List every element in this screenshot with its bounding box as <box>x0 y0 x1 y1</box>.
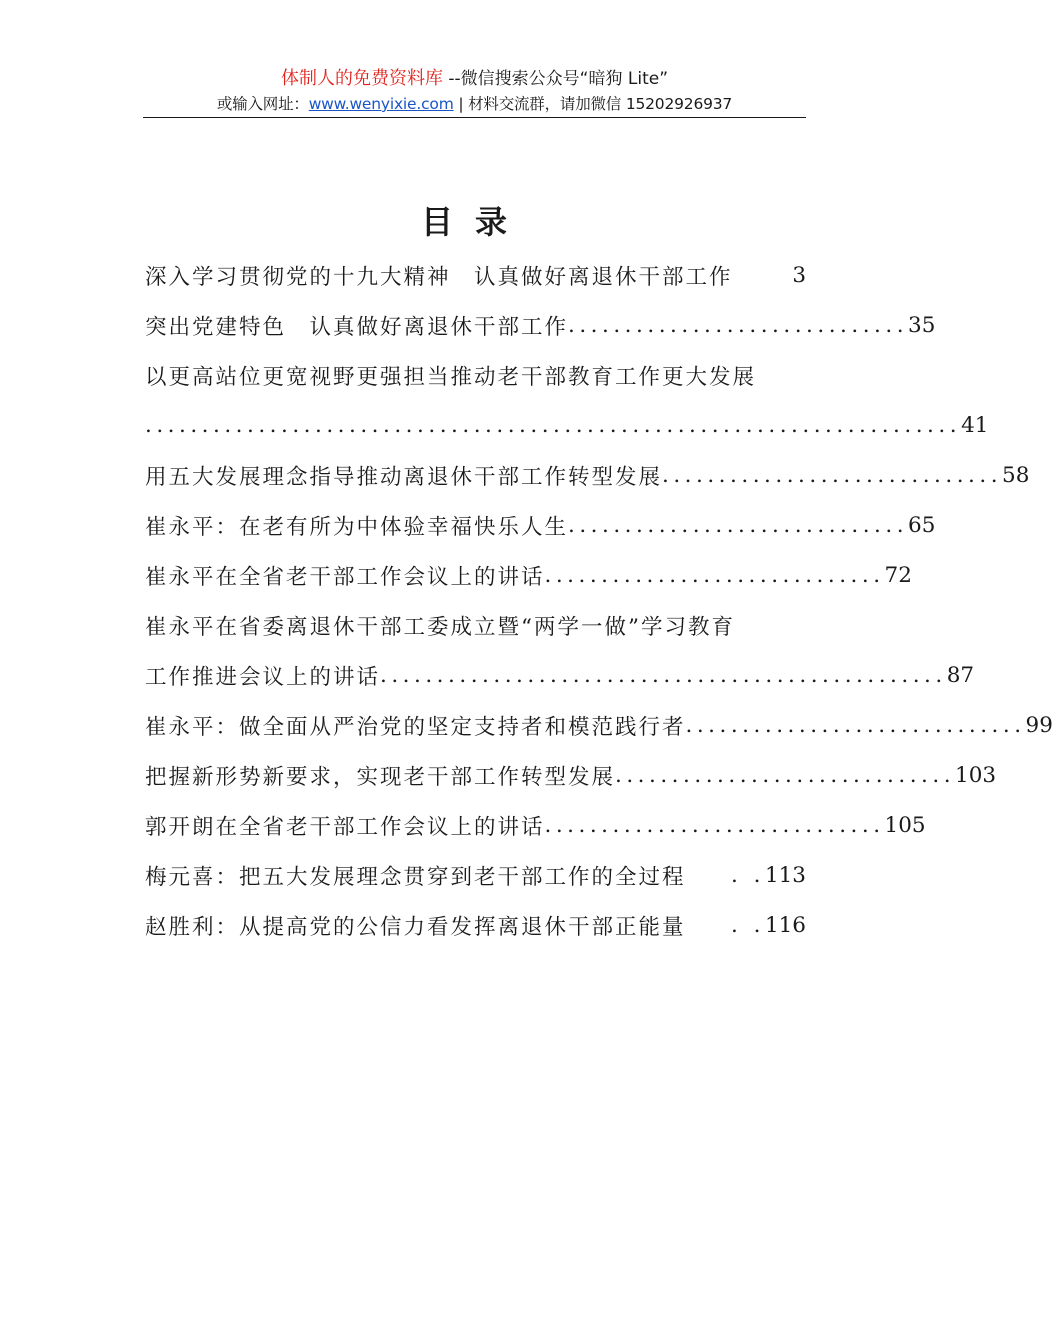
toc-page-number: 35 <box>908 312 936 338</box>
toc-leader-dots: .............................. <box>544 562 885 588</box>
toc-entry-title: 用五大发展理念指导推动离退休干部工作转型发展 <box>145 464 663 490</box>
table-of-contents <box>145 250 1053 950</box>
toc-page-number: 113 <box>764 862 806 888</box>
toc-leader-dots: .............................. <box>685 712 1026 738</box>
toc-title: 目录 <box>420 203 529 241</box>
toc-page-number: 41 <box>961 412 989 438</box>
toc-entry[interactable] <box>145 350 806 400</box>
toc-entry[interactable] <box>145 500 936 550</box>
page-header <box>143 66 806 116</box>
toc-entry-title: 崔永平：在老有所为中体验幸福快乐人生 <box>145 514 569 540</box>
toc-leader-dots: . . <box>730 912 765 938</box>
toc-entry[interactable] <box>145 450 1030 500</box>
toc-page-number: 87 <box>946 662 975 688</box>
toc-entry-title: 以更高站位更宽视野更强担当推动老干部教育工作更大发展 <box>145 364 757 390</box>
toc-entry-title: 工作推进会议上的讲话 <box>145 664 381 690</box>
toc-entry-title: 梅元喜：把五大发展理念贯穿到老干部工作的全过程 <box>145 864 686 890</box>
toc-leader-dots: . . <box>730 862 765 888</box>
toc-entry-title: 崔永平在全省老干部工作会议上的讲话 <box>145 564 545 590</box>
toc-leader-dots: .............................. <box>615 762 956 788</box>
toc-entry[interactable] <box>145 850 806 900</box>
toc-page-number: 72 <box>884 562 912 588</box>
toc-entry-title: 深入学习贯彻党的十九大精神 认真做好离退休干部工作 <box>145 264 742 290</box>
toc-page-number: 105 <box>884 812 926 838</box>
toc-entry[interactable] <box>145 750 997 800</box>
header-divider <box>143 117 806 118</box>
toc-leader-dots: ........................................................................ <box>145 412 962 438</box>
toc-page-number: 116 <box>764 912 806 938</box>
toc-page-number: 58 <box>1002 462 1030 488</box>
toc-page-number: 99 <box>1025 712 1053 738</box>
toc-page-number: 103 <box>955 762 997 788</box>
toc-leader-dots: .............................. <box>568 312 909 338</box>
toc-entry[interactable] <box>145 250 806 300</box>
toc-leader-dots: .................................................. <box>380 662 947 688</box>
header-line-1 <box>143 66 806 92</box>
toc-entry[interactable] <box>145 550 912 600</box>
toc-entry[interactable] <box>145 600 806 650</box>
url-prefix: 或输入网址： <box>216 95 309 113</box>
tagline-text: --微信搜索公众号“暗狗 Lite” <box>448 69 668 89</box>
toc-entry-continuation[interactable] <box>145 650 975 700</box>
toc-leader-dots: .............................. <box>568 512 909 538</box>
website-link[interactable]: www.wenyixie.com <box>308 95 454 113</box>
toc-leader-dots: .............................. <box>544 812 885 838</box>
toc-entry[interactable] <box>145 900 806 950</box>
toc-entry-title: 崔永平：做全面从严治党的坚定支持者和模范践行者 <box>145 714 686 740</box>
header-separator: | <box>453 95 469 113</box>
toc-entry[interactable] <box>145 800 926 850</box>
toc-leader-dots: .............................. <box>662 462 1003 488</box>
group-note: 材料交流群，请加微信 15202926937 <box>468 95 733 113</box>
toc-entry-title: 赵胜利：从提高党的公信力看发挥离退休干部正能量 <box>145 914 686 940</box>
toc-entry-continuation[interactable] <box>145 400 989 450</box>
toc-page-number: 65 <box>908 512 936 538</box>
toc-entry-title: 郭开朗在全省老干部工作会议上的讲话 <box>145 814 545 840</box>
toc-entry-title: 把握新形势新要求，实现老干部工作转型发展 <box>145 764 616 790</box>
toc-entry-title: 突出党建特色 认真做好离退休干部工作 <box>145 314 569 340</box>
toc-entry[interactable] <box>145 700 1053 750</box>
header-line-2 <box>143 92 806 116</box>
toc-page-number: 3 <box>792 262 806 288</box>
brand-text: 体制人的免费资料库 <box>280 68 443 89</box>
toc-entry[interactable] <box>145 300 936 350</box>
toc-entry-title: 崔永平在省委离退休干部工委成立暨“两学一做”学习教育 <box>145 614 735 640</box>
